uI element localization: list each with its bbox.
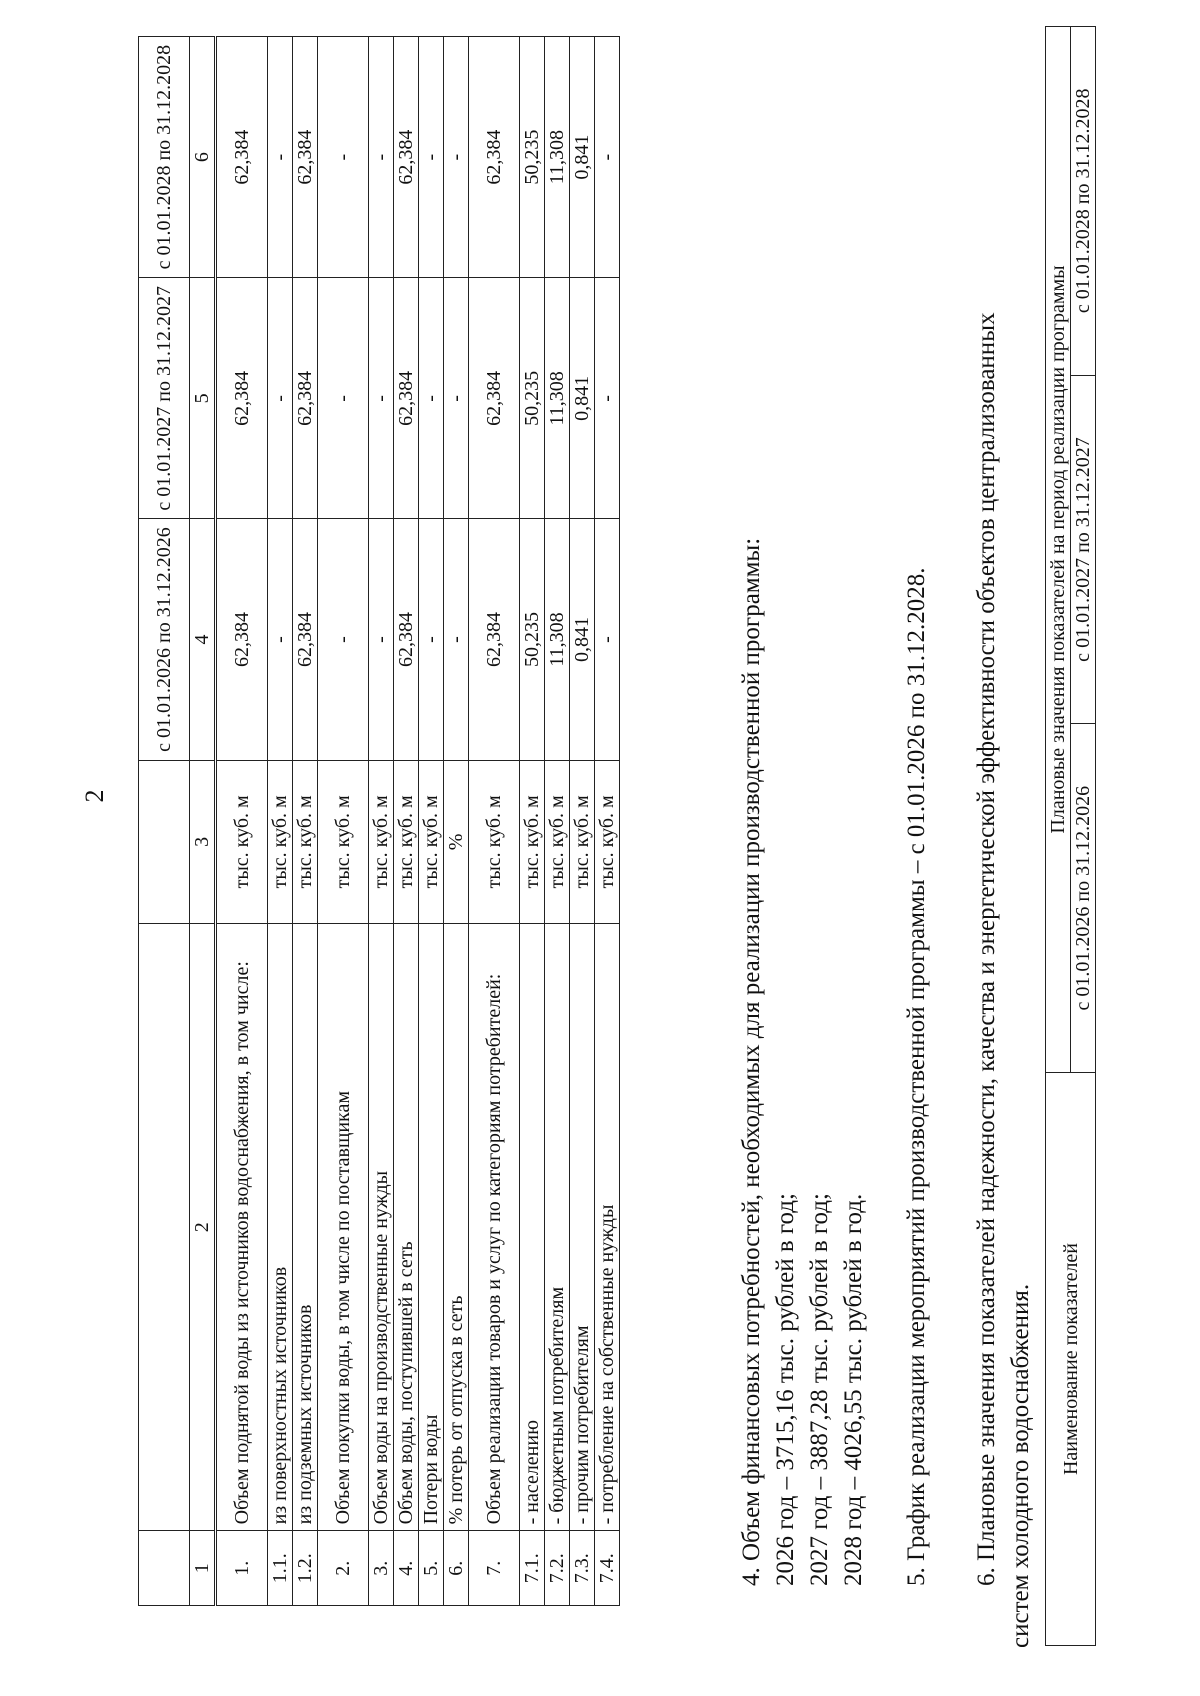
value-2026: - <box>444 519 469 760</box>
table-row <box>268 37 293 1606</box>
table-header-row <box>139 37 190 1606</box>
value-2027: 62,384 <box>216 278 268 519</box>
table-row <box>520 37 545 1606</box>
header-period-2027: с 01.01.2027 по 31.12.2027 <box>139 278 190 519</box>
table2-header-row <box>1046 27 1071 1646</box>
unit: тыс. куб. м <box>318 760 369 924</box>
unit: тыс. куб. м <box>293 760 318 924</box>
table-row <box>444 37 469 1606</box>
value-2028: - <box>369 37 394 278</box>
unit: тыс. куб. м <box>216 760 268 924</box>
value-2026: 50,235 <box>520 519 545 760</box>
value-2027: - <box>419 278 444 519</box>
value-2028: - <box>318 37 369 278</box>
indicator-name: - населению <box>520 924 545 1531</box>
value-2026: - <box>369 519 394 760</box>
value-2028: 0,841 <box>570 37 595 278</box>
column-index-row <box>190 37 216 1606</box>
value-2027: 11,308 <box>545 278 570 519</box>
unit: тыс. куб. м <box>419 760 444 924</box>
value-2026: 11,308 <box>545 519 570 760</box>
unit: тыс. куб. м <box>268 760 293 924</box>
value-2026: 62,384 <box>216 519 268 760</box>
section-6-line-2: систем холодного водоснабжения. <box>1007 1283 1034 1648</box>
value-2026: - <box>318 519 369 760</box>
row-number: 1.2. <box>293 1531 318 1606</box>
header-cell <box>139 760 190 924</box>
section-6-planned-values <box>970 46 1038 1648</box>
unit: тыс. куб. м <box>570 760 595 924</box>
section-4-financial-needs <box>735 46 871 1586</box>
value-2028: 62,384 <box>216 37 268 278</box>
indicator-name: из поверхностных источников <box>268 924 293 1531</box>
value-2026: 62,384 <box>469 519 520 760</box>
header-period-2028: с 01.01.2028 по 31.12.2028 <box>139 37 190 278</box>
indicator-name: - прочим потребителям <box>570 924 595 1531</box>
table-row <box>216 37 268 1606</box>
unit: тыс. куб. м <box>369 760 394 924</box>
table-row <box>419 37 444 1606</box>
section-6-line-1: 6. Плановые значения показателей надежности, качества и энергетической эффективности объектов централизованных <box>973 312 1000 1586</box>
section-4-title: 4. Объем финансовых потребностей, необходимых для реализации производственной программы: <box>738 537 765 1586</box>
unit: тыс. куб. м <box>469 760 520 924</box>
indicator-name: - бюджетным потребителям <box>545 924 570 1531</box>
indicator-name-header: Наименование показателей <box>1046 1073 1096 1646</box>
value-2027: - <box>444 278 469 519</box>
indicator-name: из подземных источников <box>293 924 318 1531</box>
value-2027: 50,235 <box>520 278 545 519</box>
column-index: 3 <box>190 760 216 924</box>
value-2028: 62,384 <box>394 37 419 278</box>
column-index: 4 <box>190 519 216 760</box>
indicator-name: Потери воды <box>419 924 444 1531</box>
indicator-name: Объем воды на производственные нужды <box>369 924 394 1531</box>
unit: тыс. куб. м <box>545 760 570 924</box>
column-index: 5 <box>190 278 216 519</box>
period-2028: с 01.01.2028 по 31.12.2028 <box>1071 27 1096 376</box>
column-index: 6 <box>190 37 216 278</box>
unit: % <box>444 760 469 924</box>
header-cell <box>139 1531 190 1606</box>
table-row <box>293 37 318 1606</box>
value-2028: - <box>595 37 620 278</box>
header-cell <box>139 924 190 1531</box>
value-2026: 0,841 <box>570 519 595 760</box>
row-number: 7.2. <box>545 1531 570 1606</box>
indicator-name: Объем воды, поступившей в сеть <box>394 924 419 1531</box>
row-number: 7.3. <box>570 1531 595 1606</box>
financial-line-2026: 2026 год – 3715,16 тыс. рублей в год; <box>772 1193 799 1586</box>
row-number: 6. <box>444 1531 469 1606</box>
value-2026: - <box>595 519 620 760</box>
unit: тыс. куб. м <box>595 760 620 924</box>
table-row <box>469 37 520 1606</box>
planned-indicators-table <box>1045 26 1096 1646</box>
column-index: 1 <box>190 1531 216 1606</box>
financial-line-2028: 2028 год – 4026,55 тыс. рублей в год. <box>840 1193 867 1586</box>
row-number: 4. <box>394 1531 419 1606</box>
table-row <box>369 37 394 1606</box>
indicator-name: - потребление на собственные нужды <box>595 924 620 1531</box>
table-row <box>545 37 570 1606</box>
value-2026: 62,384 <box>293 519 318 760</box>
row-number: 7.1. <box>520 1531 545 1606</box>
value-2026: - <box>268 519 293 760</box>
value-2027: 62,384 <box>469 278 520 519</box>
value-2028: - <box>268 37 293 278</box>
unit: тыс. куб. м <box>394 760 419 924</box>
row-number: 3. <box>369 1531 394 1606</box>
table-row <box>318 37 369 1606</box>
indicator-name: Объем покупки воды, в том числе по поставщикам <box>318 924 369 1531</box>
production-volume-table <box>138 36 620 1606</box>
indicator-name: % потерь от отпуска в сеть <box>444 924 469 1531</box>
row-number: 1. <box>216 1531 268 1606</box>
value-2026: - <box>419 519 444 760</box>
value-2028: 11,308 <box>545 37 570 278</box>
period-2026: с 01.01.2026 по 31.12.2026 <box>1071 724 1096 1073</box>
row-number: 1.1. <box>268 1531 293 1606</box>
value-2027: - <box>595 278 620 519</box>
value-2028: - <box>419 37 444 278</box>
table-row <box>570 37 595 1606</box>
value-2028: 50,235 <box>520 37 545 278</box>
value-2028: 62,384 <box>293 37 318 278</box>
indicator-name: Объем поднятой воды из источников водоснабжения, в том числе: <box>216 924 268 1531</box>
unit: тыс. куб. м <box>520 760 545 924</box>
row-number: 5. <box>419 1531 444 1606</box>
value-2028: - <box>444 37 469 278</box>
value-2027: - <box>318 278 369 519</box>
value-2027: - <box>268 278 293 519</box>
value-2027: 62,384 <box>293 278 318 519</box>
indicator-name: Объем реализации товаров и услуг по категориям потребителей: <box>469 924 520 1531</box>
row-number: 7. <box>469 1531 520 1606</box>
page-number: 2 <box>80 789 109 803</box>
value-2026: 62,384 <box>394 519 419 760</box>
value-2027: 0,841 <box>570 278 595 519</box>
table-row <box>394 37 419 1606</box>
row-number: 2. <box>318 1531 369 1606</box>
financial-line-2027: 2027 год – 3887,28 тыс. рублей в год; <box>806 1193 833 1586</box>
value-2027: 62,384 <box>394 278 419 519</box>
value-2028: 62,384 <box>469 37 520 278</box>
header-period-2026: с 01.01.2026 по 31.12.2026 <box>139 519 190 760</box>
table-row <box>595 37 620 1606</box>
period-2027: с 01.01.2027 по 31.12.2027 <box>1071 375 1096 724</box>
planned-values-header: Плановые значения показателей на период реализации программы <box>1046 27 1071 1073</box>
row-number: 7.4. <box>595 1531 620 1606</box>
column-index: 2 <box>190 924 216 1531</box>
section-5-schedule: 5. График реализации мероприятий производственной программы – с 01.01.2026 по 31.12.2028. <box>903 567 930 1586</box>
value-2027: - <box>369 278 394 519</box>
